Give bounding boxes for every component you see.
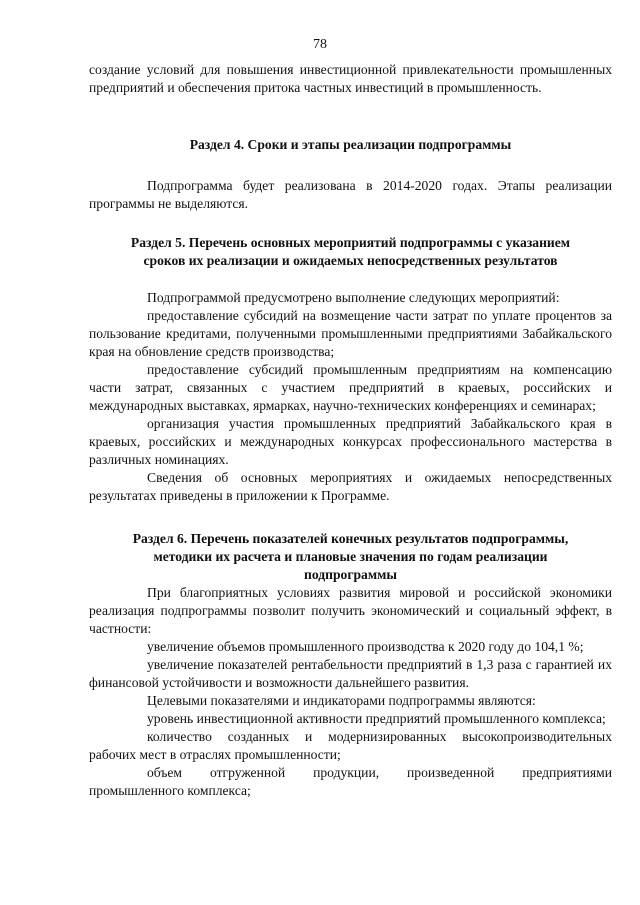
list-item: увеличение показателей рентабельности предприятий в 1,3 раза с гарантией их финансовой устойчивости и возможности дальнейшего развития. [89, 657, 612, 690]
section-6-heading-line: методики их расчета и плановые значения по годам реализации [153, 549, 548, 564]
list-item: объем отгруженной продукции, произведенной предприятиями промышленного комплекса; [89, 765, 612, 798]
section-4-heading: Раздел 4. Сроки и этапы реализации подпрограммы [189, 137, 512, 152]
section-5-heading [89, 234, 612, 270]
section-4-body [89, 177, 612, 213]
paragraph: Целевыми показателями и индикаторами подпрограммы являются: [147, 693, 536, 708]
list-item: увеличение объемов промышленного производства к 2020 году до 104,1 %; [147, 639, 584, 654]
paragraph: При благоприятных условиях развития мировой и российской экономики реализация подпрограммы позволит получить экономический и социальный эффект, в частности: [89, 585, 612, 636]
paragraph: Подпрограмма будет реализована в 2014-2020 годах. Этапы реализации программы не выделяются. [89, 178, 612, 211]
section-5-heading-line: сроков их реализации и ожидаемых непосредственных результатов [143, 253, 558, 268]
section-5-body [89, 289, 612, 505]
intro-continuation: создание условий для повышения инвестиционной привлекательности промышленных предприятий и обеспечения притока частных инвестиций в промышленность. [89, 62, 612, 95]
paragraph: Подпрограммой предусмотрено выполнение следующих мероприятий: [147, 290, 560, 305]
list-item: организация участия промышленных предприятий Забайкальского края в краевых, российских и международных конкурсах профессионального мастерства в различных номинациях. [89, 416, 612, 467]
section-5-heading-line: Раздел 5. Перечень основных мероприятий подпрограммы с указанием [130, 235, 571, 250]
list-item: предоставление субсидий промышленным предприятиям на компенсацию части затрат, связанных с участием предприятий в краевых, российских и международных выставках, ярмарках, научно-технических конференциях и семинарах; [89, 362, 612, 413]
paragraph: Сведения об основных мероприятиях и ожидаемых непосредственных результатах приведены в приложении к Программе. [89, 470, 612, 503]
section-6-heading [89, 530, 612, 584]
list-item: уровень инвестиционной активности предприятий промышленного комплекса; [147, 711, 606, 726]
section-6-heading-line: Раздел 6. Перечень показателей конечных результатов подпрограммы, [132, 531, 569, 546]
list-item: количество созданных и модернизированных высокопроизводительных рабочих мест в отраслях промышленности; [89, 729, 612, 762]
section-6-heading-line: подпрограммы [304, 567, 397, 582]
section-6-body [89, 584, 612, 800]
page-number: 78 [313, 37, 327, 52]
list-item: предоставление субсидий на возмещение части затрат по уплате процентов за пользование кредитами, полученными промышленными предприятиями Забайкальского края на обновление средств производства; [89, 308, 612, 359]
